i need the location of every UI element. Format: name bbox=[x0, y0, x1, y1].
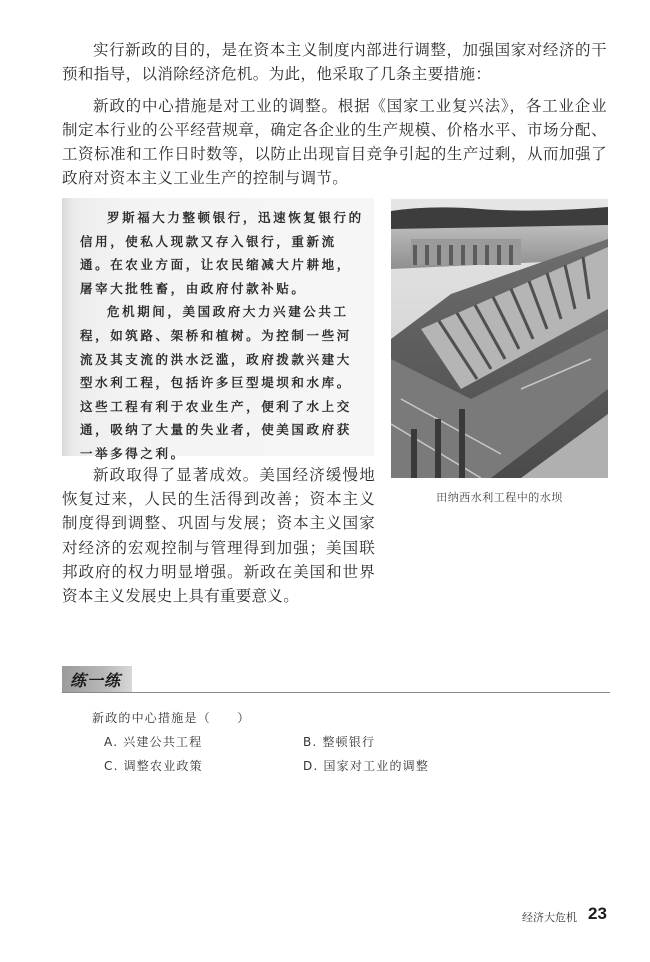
exercise-divider bbox=[62, 692, 610, 693]
sidebar-paragraph-2: 危机期间，美国政府大力兴建公共工程，如筑路、架桥和植树。为控制一些河流及其支流的洪水泛滥，政府拨款兴建大型水利工程，包括许多巨型堤坝和水库。这些工程有利于农业生产，便利了水上交通，吸纳了大量的失业者，使美国政府获一举多得之利。 bbox=[80, 304, 352, 461]
intro-paragraph-2: 新政的中心措施是对工业的调整。根据《国家工业复兴法》，各工业企业制定本行业的公平经营规章，确定各企业的生产规模、价格水平、市场分配、工资标准和工作日时数等，以防止出现盲目竞争引起的生产过剩，从而加强了政府对资本主义工业生产的控制与调节。 bbox=[62, 97, 607, 187]
option-d: D. 国家对工业的调整 bbox=[303, 759, 430, 773]
dam-illustration bbox=[391, 199, 608, 478]
exercise-title: 练一练 bbox=[70, 671, 122, 690]
option-a: A. 兴建公共工程 bbox=[104, 735, 203, 749]
footer-chapter-title: 经济大危机 bbox=[522, 911, 577, 924]
figure-caption: 田纳西水利工程中的水坝 bbox=[436, 491, 563, 504]
sidebar-box bbox=[62, 198, 374, 461]
option-b: B. 整顿银行 bbox=[303, 735, 376, 749]
intro-paragraph-1: 实行新政的目的，是在资本主义制度内部进行调整，加强国家对经济的干预和指导，以消除经济危机。为此，他采取了几条主要措施： bbox=[62, 41, 607, 83]
dam-photo bbox=[391, 199, 608, 478]
sidebar-paragraph-1: 罗斯福大力整顿银行，迅速恢复银行的信用，使私人现款又存入银行，重新流通。在农业方面，让农民缩减大片耕地，屠宰大批牲畜，由政府付款补贴。 bbox=[80, 210, 364, 296]
page-number: 23 bbox=[588, 904, 607, 923]
exercise-question: 新政的中心措施是（ ） bbox=[92, 711, 251, 725]
option-c: C. 调整农业政策 bbox=[104, 759, 203, 773]
conclusion-paragraph: 新政取得了显著成效。美国经济缓慢地恢复过来，人民的生活得到改善；资本主义制度得到调整、巩固与发展；资本主义国家对经济的宏观控制与管理得到加强；美国联邦政府的权力明显增强。新政在美国和世界资本主义发展史上具有重要意义。 bbox=[62, 466, 375, 606]
